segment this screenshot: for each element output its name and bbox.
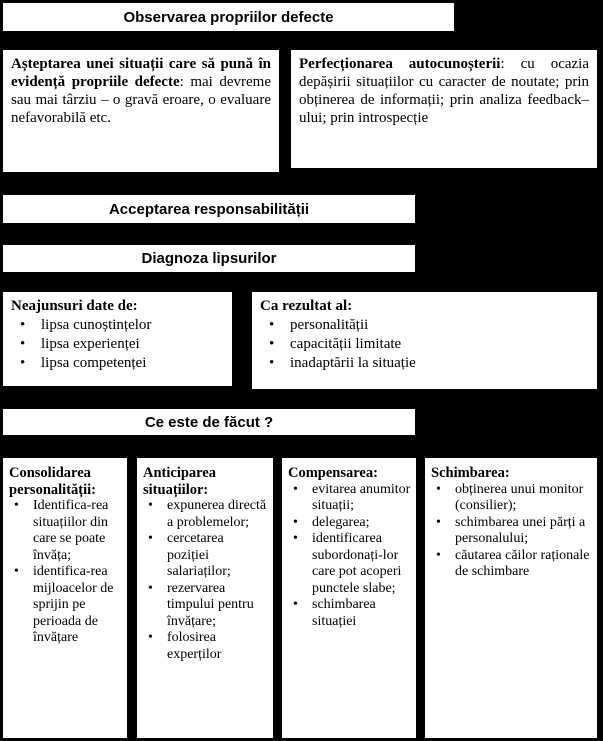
- list-item: • expunerea directă a problemelor;: [143, 498, 268, 531]
- consolidarea-title: Consolidarea personalității:: [9, 465, 96, 498]
- box-asteptarea-situatiei: [3, 50, 279, 172]
- anticiparea-list: [143, 498, 268, 663]
- box-ca-rezultat: [252, 292, 597, 389]
- box-neajunsuri: [3, 292, 232, 386]
- schimbarea-title: Schimbarea:: [431, 465, 510, 481]
- anticiparea-title: Anticiparea situațiilor:: [143, 465, 217, 498]
- list-item: • obținerea unui monitor (consilier);: [431, 482, 592, 515]
- list-item: • lipsa experienței: [11, 335, 224, 354]
- asteptarea-bold-text: Așteptarea unei situații care să pună în evidență propriile defecte: [11, 56, 271, 90]
- box-schimbarea: [425, 458, 597, 738]
- box-anticiparea-situatiilor: [137, 458, 273, 738]
- list-item: • identificarea subordonați-lor care pot acoperi punctele slabe;: [288, 531, 411, 597]
- compensarea-title: Compensarea:: [288, 465, 378, 481]
- box-perfectionarea-autocunoasterii: [291, 50, 597, 168]
- compensarea-list: [288, 482, 411, 631]
- list-item: • delegarea;: [288, 515, 411, 532]
- header-observarea-label: Observarea propriilor defecte: [123, 8, 334, 26]
- neajunsuri-title: Neajunsuri date de:: [11, 298, 138, 314]
- list-item: • Identifica-rea situațiilor din care se poate învăța;: [9, 498, 122, 564]
- list-item: • personalității: [260, 316, 589, 335]
- box-compensarea: [282, 458, 416, 738]
- header-intrebare-label: Ce este de făcut ?: [144, 413, 274, 431]
- asteptarea-rest-text: : mai devreme sau mai târziu – o gravă eroare, o evaluare nefavorabilă etc.: [11, 74, 271, 126]
- list-item: • identifica-rea mijloacelor de sprijin pe perioada de învățare: [9, 564, 122, 647]
- list-item: • folosirea experților: [143, 630, 268, 663]
- perfectionarea-rest-text: : cu ocazia depășirii situațiilor cu caracter de noutate; prin obținerea de informații; prin analiza feedback–ului; prin introspecție: [299, 56, 589, 126]
- header-diagnoza-label: Diagnoza lipsurilor: [141, 250, 277, 267]
- header-acceptarea-label: Acceptarea responsabilității: [108, 200, 310, 218]
- neajunsuri-list: [11, 316, 224, 373]
- list-item: • cercetarea poziției salariaților;: [143, 531, 268, 581]
- list-item: • lipsa competenței: [11, 354, 224, 373]
- list-item: • căutarea căilor raționale de schimbare: [431, 548, 592, 581]
- header-ce-este-de-facut: [3, 409, 415, 435]
- header-observarea-defecte: [3, 3, 454, 31]
- list-item: • rezervarea timpului pentru învățare;: [143, 581, 268, 631]
- list-item: • capacității limitate: [260, 335, 589, 354]
- perfectionarea-bold-text: Perfecționarea autocunoșterii: [299, 56, 501, 72]
- list-item: • lipsa cunoștințelor: [11, 316, 224, 335]
- header-diagnoza-lipsurilor: [3, 245, 415, 272]
- header-acceptarea-responsabilitatii: [3, 195, 415, 223]
- box-consolidarea-personalitatii: [3, 458, 127, 738]
- schimbarea-list: [431, 482, 592, 581]
- rezultat-title: Ca rezultat al:: [260, 298, 353, 314]
- list-item: • schimbarea situației: [288, 597, 411, 630]
- list-item: • inadaptării la situație: [260, 354, 589, 373]
- rezultat-list: [260, 316, 589, 373]
- consolidarea-list: [9, 498, 122, 647]
- list-item: • schimbarea unei părți a personalului;: [431, 515, 592, 548]
- list-item: • evitarea anumitor situații;: [288, 482, 411, 515]
